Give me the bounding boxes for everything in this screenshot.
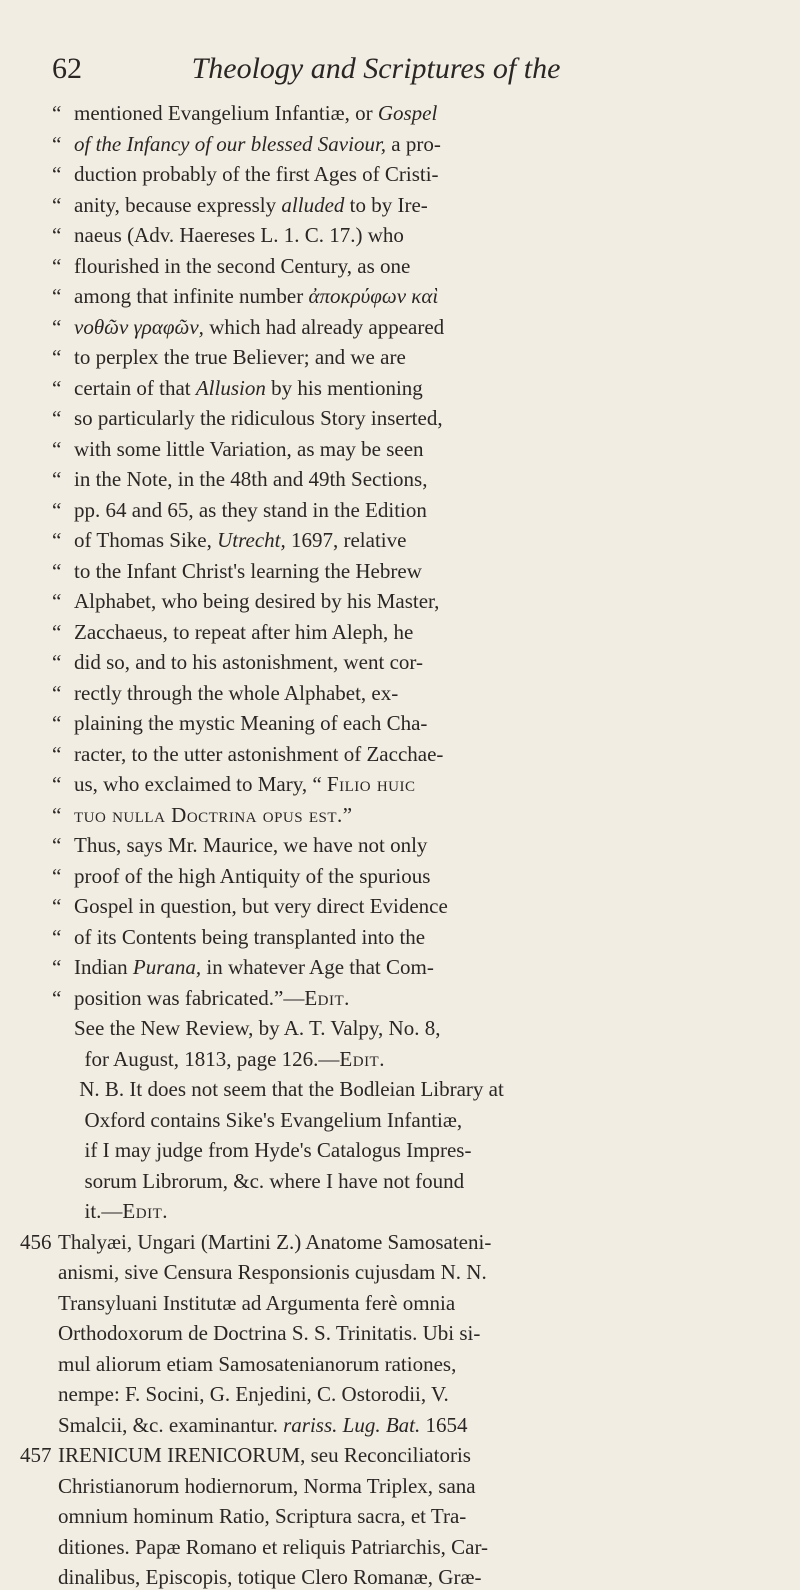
text-line: “ anity, because expressly alluded to by Ire- [52, 192, 428, 217]
text-line: “ to the Infant Christ's learning the Hebrew [52, 558, 422, 583]
catalog-entry-first-line: 457 IRENICUM IRENICORUM, seu Reconciliatoris [20, 1443, 471, 1467]
text-line: “ mentioned Evangelium Infantiæ, or Gospel [52, 101, 438, 125]
text-line: “ certain of that Allusion by his mentioning [52, 375, 423, 400]
text-line: “ of Thomas Sike, Utrecht, 1697, relative [52, 528, 407, 552]
catalog-entry-line: anismi, sive Censura Responsionis cujusdam N. N. [58, 1260, 487, 1284]
text-line: “ racter, to the utter astonishment of Zacchae- [52, 741, 444, 766]
text-line: if I may judge from Hyde's Catalogus Impres- [74, 1138, 472, 1162]
catalog-entry-line: Orthodoxorum de Doctrina S. S. Trinitatis. Ubi si- [58, 1321, 481, 1345]
running-title: Theology and Scriptures of the [191, 52, 561, 85]
text-line: “ νοθῶν γραφῶν, which had already appeared [52, 314, 445, 339]
text-line: it.—Edit. [74, 1199, 168, 1223]
text-line: Oxford contains Sike's Evangelium Infantiæ, [74, 1107, 463, 1132]
catalog-entry-line: omnium hominum Ratio, Scriptura sacra, et Tra- [58, 1504, 467, 1528]
text-line: “ among that infinite number ἀποκρύφων καὶ [52, 284, 439, 308]
text-line: “ Thus, says Mr. Maurice, we have not only [52, 833, 428, 857]
text-line: “ Indian Purana, in whatever Age that Com- [52, 955, 434, 979]
text-line: “ tuo nulla Doctrina opus est.” [52, 802, 353, 827]
catalog-entry-line: mul aliorum etiam Samosatenianorum rationes, [58, 1351, 457, 1376]
text-line: “ duction probably of the first Ages of Cristi- [52, 162, 439, 186]
text-line: “ us, who exclaimed to Mary, “ Filio huic [52, 772, 416, 796]
text-line: “ in the Note, in the 48th and 49th Sections, [52, 467, 428, 491]
text-line: “ pp. 64 and 65, as they stand in the Edition [52, 497, 427, 522]
text-line: “ flourished in the second Century, as one [52, 253, 411, 278]
text-line: “ with some little Variation, as may be seen [52, 436, 424, 461]
catalog-entry-line: nempe: F. Socini, G. Enjedini, C. Ostorodii, V. [58, 1382, 449, 1406]
page-header [52, 52, 700, 92]
text-line: “ did so, and to his astonishment, went cor- [52, 650, 423, 674]
text-line: “ proof of the high Antiquity of the spurious [52, 863, 431, 888]
text-line: “ of its Contents being transplanted into the [52, 924, 426, 949]
catalog-entry-line: Transyluani Institutæ ad Argumenta ferè omnia [58, 1290, 456, 1315]
text-line: “ plaining the mystic Meaning of each Cha- [52, 711, 428, 735]
catalog-entry-line: Christianorum hodiernorum, Norma Triplex, sana [58, 1473, 476, 1498]
text-line: See the New Review, by A. T. Valpy, No. 8, [74, 1016, 441, 1040]
text-line: “ rectly through the whole Alphabet, ex- [52, 680, 399, 705]
text-line: for August, 1813, page 126.—Edit. [74, 1046, 385, 1071]
text-line: “ of the Infancy of our blessed Saviour, a pro- [52, 131, 441, 156]
catalog-entry-first-line: 456 Thalyæi, Ungari (Martini Z.) Anatome Samosateni- [20, 1229, 492, 1254]
text-line: “ naeus (Adv. Haereses L. 1. C. 17.) who [52, 223, 404, 247]
page-number: 62 [52, 52, 82, 85]
text-line: “ position was fabricated.”—Edit. [52, 985, 350, 1010]
catalog-entry-line: ditiones. Papæ Romano et reliquis Patriarchis, Car- [58, 1534, 489, 1559]
text-line: “ to perplex the true Believer; and we are [52, 345, 406, 369]
text-line: “ Gospel in question, but very direct Evidence [52, 894, 448, 918]
text-line: “ Zacchaeus, to repeat after him Aleph, he [52, 619, 414, 644]
catalog-entry-line: Smalcii, &c. examinantur. rariss. Lug. Bat. 1654 [58, 1412, 468, 1437]
text-line: “ Alphabet, who being desired by his Master, [52, 589, 440, 613]
text-line: sorum Librorum, &c. where I have not found [74, 1168, 465, 1193]
text-line: N. B. It does not seem that the Bodleian Library at [74, 1077, 504, 1101]
catalog-entry-line: dinalibus, Episcopis, totique Clero Romanæ, Græ- [58, 1565, 482, 1589]
text-line: “ so particularly the ridiculous Story inserted, [52, 406, 443, 430]
